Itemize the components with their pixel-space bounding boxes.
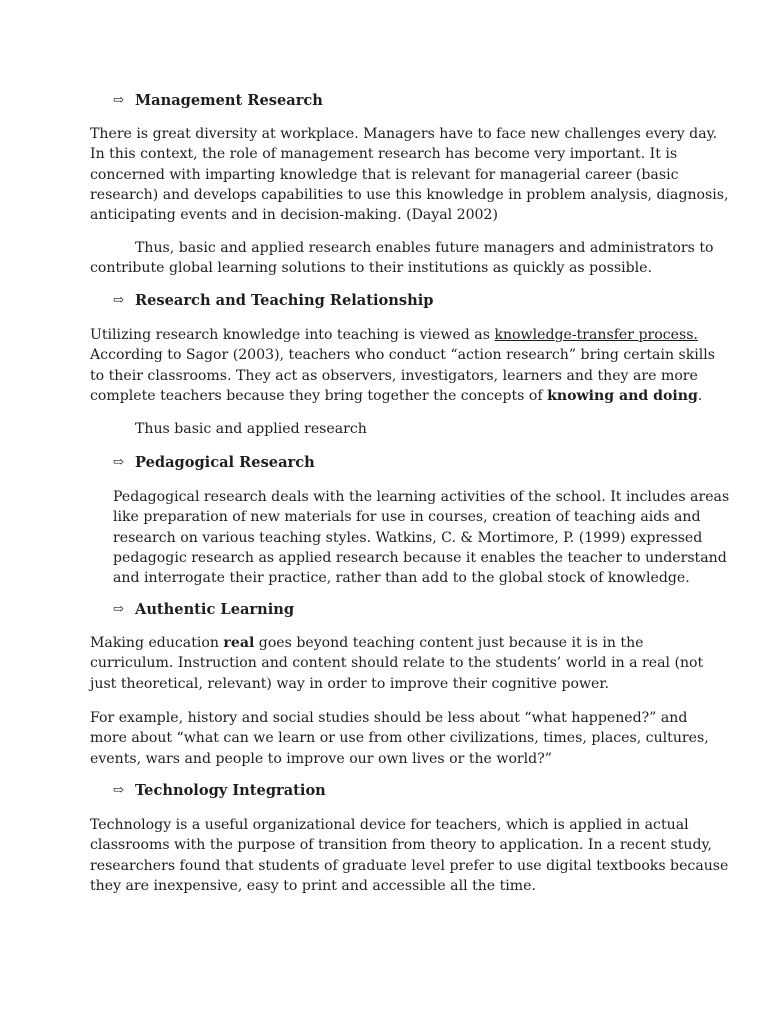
text-line: contribute global learning solutions to their institutions as quickly as possible.	[90, 260, 652, 277]
heading-pedagogical-research	[113, 453, 315, 473]
text-line: anticipating events and in decision-making. (Dayal 2002)	[90, 207, 498, 224]
text-line: Pedagogical research deals with the learning activities of the school. It includes areas	[113, 489, 730, 505]
heading-research-teaching	[113, 291, 433, 311]
text-segment: Thus basic and applied research	[135, 421, 367, 437]
heading-text: Authentic Learning	[135, 601, 295, 618]
text-line: concerned with imparting knowledge that is relevant for managerial career (basic	[90, 166, 679, 183]
arrow-bullet-icon: ⇨	[113, 455, 124, 470]
emphasis-text: knowing and doing	[547, 387, 698, 404]
text-segment: Utilizing research knowledge into teaching is viewed as	[90, 327, 495, 343]
paragraph	[90, 238, 714, 279]
text-line: curriculum. Instruction and content should relate to the students’ world in a real (not	[90, 655, 704, 672]
text-line: classrooms with the purpose of transition from theory to application. In a recent study,	[90, 837, 713, 854]
knowledge-transfer-link[interactable]: knowledge-transfer process.	[494, 327, 698, 343]
arrow-bullet-icon: ⇨	[113, 783, 124, 798]
text-line: like preparation of new materials for use in courses, creation of teaching aids and	[113, 509, 701, 526]
text-line: research on various teaching styles. Watkins, C. & Mortimore, P. (1999) expressed	[113, 529, 703, 546]
text-line: more about “what can we learn or use from other civilizations, times, places, cultures,	[90, 730, 709, 747]
heading-text: Research and Teaching Relationship	[135, 292, 434, 309]
paragraph	[90, 419, 690, 439]
text-line: There is great diversity at workplace. Managers have to face new challenges every day.	[90, 126, 718, 142]
text-line	[90, 419, 690, 439]
text-line: According to Sagor (2003), teachers who conduct “action research” bring certain skills	[90, 347, 716, 364]
paragraph	[90, 633, 704, 694]
text-line	[90, 633, 690, 653]
arrow-bullet-icon: ⇨	[113, 602, 124, 617]
heading-text: Pedagogical Research	[135, 454, 315, 471]
text-line: just theoretical, relevant) way in order to improve their cognitive power.	[90, 675, 610, 692]
text-line: Technology is a useful organizational device for teachers, which is applied in actual	[90, 817, 689, 833]
heading-text: Technology Integration	[135, 782, 326, 799]
arrow-bullet-icon: ⇨	[113, 293, 124, 308]
text-line: For example, history and social studies should be less about “what happened?” and	[90, 710, 688, 726]
text-segment: Making education	[90, 635, 224, 651]
text-line: events, wars and people to improve our own lives or the world?”	[90, 750, 552, 767]
text-line: they are inexpensive, easy to print and accessible all the time.	[90, 877, 536, 894]
heading-text: Management Research	[135, 92, 323, 109]
heading-technology-integration	[113, 781, 326, 801]
paragraph	[90, 708, 709, 769]
text-segment: goes beyond teaching content just because it is in the	[254, 635, 644, 651]
paragraph	[90, 815, 729, 896]
heading-authentic-learning	[113, 600, 294, 620]
text-line: and interrogate their practice, rather than add to the global stock of knowledge.	[113, 570, 690, 587]
heading-management-research	[113, 91, 323, 111]
text-line: In this context, the role of management research has become very important. It is	[90, 146, 678, 163]
text-segment: .	[697, 387, 703, 404]
paragraph	[113, 487, 730, 588]
text-line: to their classrooms. They act as observers, investigators, learners and they are more	[90, 367, 698, 384]
text-line: research) and develops capabilities to use this knowledge in problem analysis, diagnosis,	[90, 186, 729, 203]
text-line: pedagogic research as applied research because it enables the teacher to understand	[113, 549, 727, 566]
emphasis-text: real	[223, 635, 255, 651]
text-segment: Thus, basic and applied research enables future managers and administrators to	[135, 240, 714, 256]
text-line	[90, 238, 714, 258]
text-line	[90, 386, 703, 406]
text-line: researchers found that students of graduate level prefer to use digital textbooks because	[90, 857, 729, 874]
paragraph	[90, 124, 729, 225]
paragraph	[90, 325, 716, 406]
text-line	[90, 325, 698, 345]
text-segment: complete teachers because they bring together the concepts of	[90, 387, 548, 404]
arrow-bullet-icon: ⇨	[113, 93, 124, 108]
